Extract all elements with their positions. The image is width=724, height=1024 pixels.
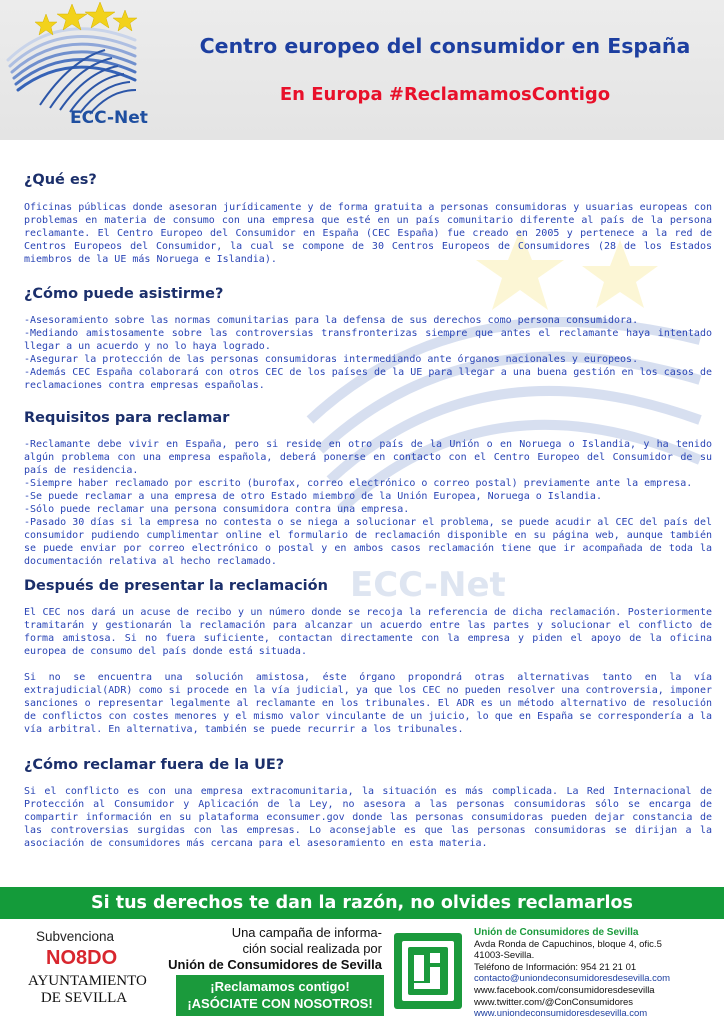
- slogan-banner: Si tus derechos te dan la razón, no olvides reclamarlos: [0, 887, 724, 919]
- email-link[interactable]: contacto@uniondeconsumidoresdesevilla.com: [474, 973, 671, 985]
- slogan-line1: ¡Reclamamos contigo!: [210, 979, 350, 994]
- section-heading: ¿Cómo puede asistirme?: [24, 286, 224, 302]
- section-paragraph: Si el conflicto es con una empresa extracomunitaria, la situación es más complicada. La Red Internacional de Protección al Consumidor y Aplicación de la Ley, no asesora a las personas consumidoras sólo se encarga de compartir información en su plataforma econsumer.gov donde las personas consumidoras pueden dejar constancia de las controversias surgidas con las empresas. Lo aconsejable es que las personas consumidoras se dirijan a la asociación de consumidores más cercana para el asesoramiento en esta materia.: [24, 786, 712, 849]
- section-heading: Requisitos para reclamar: [24, 410, 230, 426]
- list-item: -Asegurar la protección de las personas consumidoras intermediando ante órganos nacionales y europeos.: [24, 354, 639, 365]
- section-paragraph: Si no se encuentra una solución amistosa, éste órgano propondrá otras alternativas tanto en la vía extrajudicial(ADR) como si procede en la vía judicial, ya que los CEC no pueden resolver una controversia, imponer sanciones o representar legalmente al reclamante en los tribunales. El ADR es un método alternativo de resolución de conflictos con costes menores y el mismo valor vinculante de un juicio, lo que en España se correspondería a la vía arbitral. En alternativa, también se puede recurrir a los tribunales.: [24, 672, 712, 735]
- no8do-logo: [46, 947, 117, 970]
- ucs-logo: [392, 929, 464, 1013]
- website-link[interactable]: www.uniondeconsumidoresdesevilla.com: [474, 1008, 648, 1020]
- org-name: Unión de Consumidores de Sevilla: [474, 927, 639, 938]
- section-fuera-ue: [24, 757, 712, 850]
- page-title: Centro europeo del consumidor en España: [199, 34, 691, 58]
- ayuntamiento-logo-text: [28, 973, 147, 1007]
- header: [0, 0, 724, 140]
- list-item: -Siempre haber reclamado por escrito (burofax, correo electrónico o correo postal) previamente ante la empresa.: [24, 478, 693, 489]
- section-paragraph: Oficinas públicas donde asesoran jurídicamente y de forma gratuita a personas consumidoras y usuarias europeas con problemas en materia de consumo con una empresa que esté en un país comunitario diferente al país de la persona reclamante. El Centro Europeo del Consumidor en España (CEC España) fue creado en 2005 y pertenece a la red de Centros Europeos del Consumidor, la cual se compone de 30 Centros Europeos de Consumidores (28 de los Estados miembros de la UE más Noruega e Islandia).: [24, 202, 712, 265]
- campaign-org: Unión de Consumidores de Sevilla: [168, 957, 382, 972]
- section-heading: ¿Cómo reclamar fuera de la UE?: [24, 757, 285, 773]
- slogan-line2: ¡ASÓCIATE CON NOSOTROS!: [187, 996, 373, 1011]
- list-item: -Además CEC España colaborará con otros CEC de los países de la UE para llegar a una buena gestión en los casos de reclamaciones contra empresas españolas.: [24, 367, 712, 391]
- ecc-net-logo: [0, 0, 160, 140]
- contact-info: [474, 927, 720, 1020]
- facebook-link[interactable]: www.facebook.com/consumidoresdesevilla: [474, 984, 655, 996]
- phone: Teléfono de Información: 954 21 21 01: [474, 961, 637, 973]
- list-item: -Reclamante debe vivir en España, pero si reside en otro país de la Unión o en Noruega o Islandia, y ha tenido algún problema con una empresa española, deberá ponerse en contacto con el Centro Europeo del Consumidor de su país de residencia.: [24, 439, 712, 476]
- list-item: -Sólo puede reclamar una persona consumidora contra una empresa.: [24, 504, 410, 515]
- logo-text: ECC-Net: [70, 108, 148, 128]
- page-subtitle: En Europa #ReclamamosContigo: [279, 84, 611, 105]
- join-box: [176, 975, 384, 1016]
- address-line2: 41003-Sevilla.: [474, 950, 535, 962]
- twitter-link[interactable]: www.twitter.com/@ConConsumidores: [474, 996, 634, 1008]
- section-despues-reclamacion: [24, 578, 712, 736]
- no8do-text: NO8DO: [46, 947, 118, 969]
- ayuntamiento-line1: AYUNTAMIENTO: [28, 973, 147, 989]
- campaign-line1: Una campaña de informa-: [231, 925, 382, 940]
- list-item: -Asesoramiento sobre las normas comunitarias para la defensa de sus derechos como persona consumidora.: [24, 315, 639, 326]
- section-como-asistirme: [24, 286, 712, 392]
- section-paragraph: El CEC nos dará un acuse de recibo y un número donde se recoja la referencia de dicha reclamación. Posteriormente tramitarán y gestionarán la reclamación para alcanzar un acuerdo entre las partes y solucionar el conflicto de forma amistosa. Si no fuera suficiente, contactan directamente con la empresa y piden el apoyo de la oficina europea de consumo del país donde está situada.: [24, 607, 712, 657]
- campaign-text: [148, 925, 382, 973]
- section-requisitos: [24, 410, 712, 568]
- campaign-line2: ción social realizada por: [242, 941, 382, 956]
- watermark-text: ECC-Net: [350, 565, 506, 605]
- list-item: -Mediando amistosamente sobre las controversias transfronterizas siempre que antes el reclamante haya intentado llegar a un acuerdo y no lo haya logrado.: [24, 328, 712, 352]
- list-item: -Se puede reclamar a una empresa de otro Estado miembro de la Unión Europea, Noruega o Islandia.: [24, 491, 602, 502]
- section-que-es: [24, 172, 712, 266]
- footer: [0, 919, 724, 1024]
- subvenciona-label: Subvenciona: [36, 929, 115, 944]
- address-line1: Avda Ronda de Capuchinos, bloque 4, ofic.5: [474, 938, 662, 950]
- section-heading: Después de presentar la reclamación: [24, 578, 328, 594]
- section-heading: ¿Qué es?: [24, 172, 97, 188]
- list-item: -Pasado 30 días si la empresa no contesta o se niega a solucionar el problema, se puede acudir al CEC del país del consumidor pudiendo cumplimentar online el formulario de reclamación disponible en su página web, aunque también se puede enviar por correo electrónico o postal y en ambos casos reclamación tiene que ir acompañada de toda la documentación relativa al hecho reclamado.: [24, 517, 712, 567]
- ayuntamiento-line2: DE SEVILLA: [40, 990, 128, 1006]
